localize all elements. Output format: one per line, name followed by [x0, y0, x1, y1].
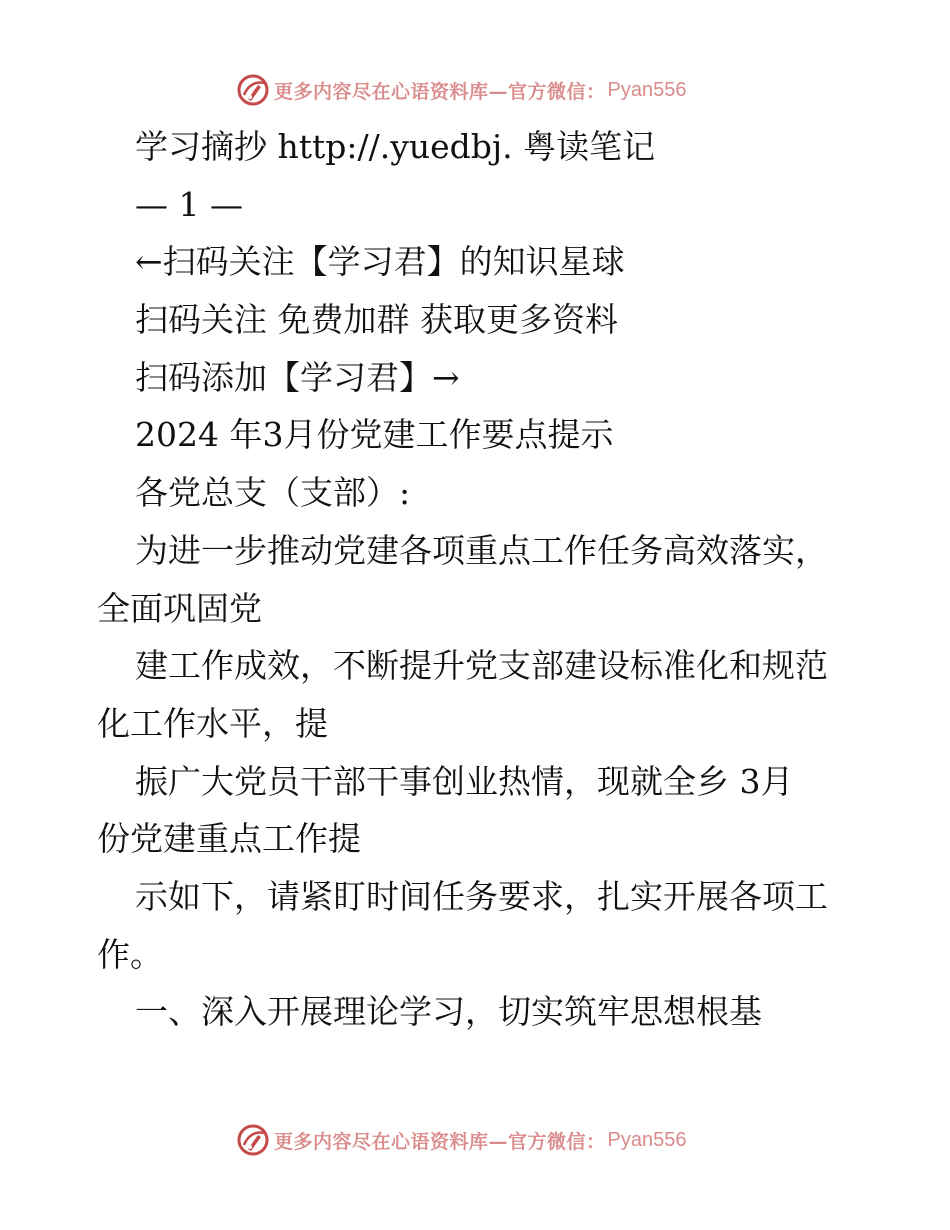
watermark-wechat-id: Pyan556: [607, 1128, 687, 1151]
text-line: 份党建重点工作提: [97, 819, 361, 859]
text-line: — 1 —: [135, 184, 243, 224]
watermark-wechat-id: Pyan556: [607, 78, 687, 101]
text-line: 全面巩固党: [97, 588, 262, 628]
watermark-text: 更多内容尽在心语资料库—官方微信：: [274, 1130, 606, 1153]
text-line: 扫码添加【学习君】→: [135, 357, 460, 397]
text-line: ←扫码关注【学习君】的知识星球: [135, 242, 625, 282]
pen-circle-logo-icon: [236, 73, 270, 107]
pen-circle-logo-icon: [236, 1123, 270, 1157]
text-line: 建工作成效，不断提升党支部建设标准化和规范: [135, 646, 828, 686]
text-line: 示如下，请紧盯时间任务要求，扎实开展各项工: [135, 876, 828, 916]
watermark-header: [236, 72, 686, 108]
text-line: 扫码关注 免费加群 获取更多资料: [135, 300, 618, 340]
text-line: 2024 年3月份党建工作要点提示: [135, 415, 614, 455]
text-line: 振广大党员干部干事创业热情，现就全乡 3月: [135, 761, 794, 801]
document-body: [97, 118, 867, 1041]
text-line: 化工作水平，提: [97, 703, 328, 743]
text-line: 一、深入开展理论学习，切实筑牢思想根基: [135, 992, 762, 1032]
watermark-footer: [236, 1122, 686, 1158]
text-line: 各党总支（支部）:: [135, 473, 411, 513]
text-line: 作。: [97, 934, 163, 974]
text-line: 学习摘抄 http://.yuedbj. 粤读笔记: [135, 127, 656, 166]
watermark-text: 更多内容尽在心语资料库—官方微信：: [274, 80, 606, 103]
text-line: 为进一步推动党建各项重点工作任务高效落实，: [135, 530, 828, 570]
